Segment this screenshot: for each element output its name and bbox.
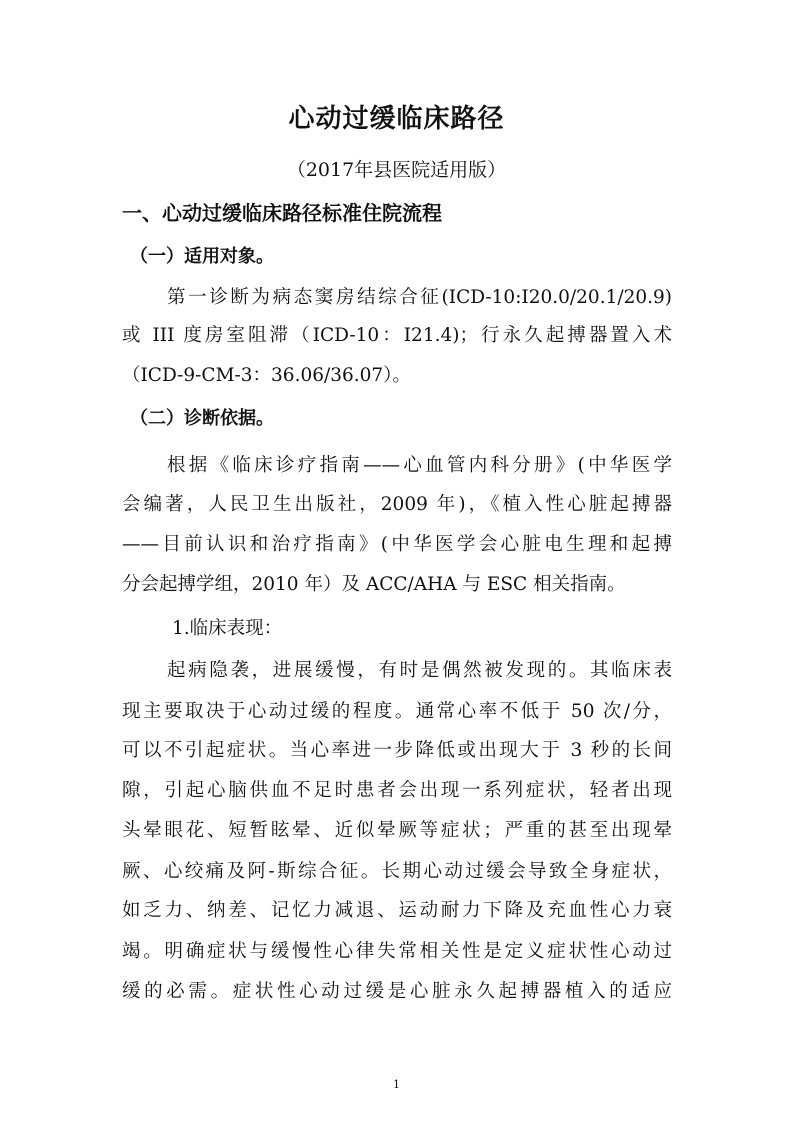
paragraph-line: ——目前认识和治疗指南》(中华医学会心脏电生理和起搏 [122,534,672,555]
document-title: 心动过缓临床路径 [288,104,505,134]
paragraph-line: 分会起搏学组，2010 年）及 ACC/AHA 与 ESC 相关指南。 [122,574,626,595]
page-number: 1 [393,1078,400,1091]
paragraph-line: 缓的必需。症状性心动过缓是心脏永久起搏器植入的适应 [122,981,672,1002]
paragraph-line: 或 III 度房室阻滞（ICD-10：I21.4)；行永久起搏器置入术 [122,325,672,346]
document-subtitle: （2017年县医院适用版） [286,159,507,181]
paragraph-line: 隙，引起心脑供血不足时患者会出现一系列症状，轻者出现 [122,780,672,801]
paragraph-line: 可以不引起症状。当心率进一步降低或出现大于 3 秒的长间 [122,740,672,761]
paragraph-line: 现主要取决于心动过缓的程度。通常心率不低于 50 次/分， [122,701,672,722]
list-item-heading: 1.临床表现： [172,618,283,639]
paragraph-line: 第一诊断为病态窦房结综合征(ICD-10:I20.0/20.1/20.9) [167,287,672,308]
section-heading: 一、心动过缓临床路径标准住院流程 [122,201,442,225]
paragraph-line: 起病隐袭，进展缓慢，有时是偶然被发现的。其临床表 [167,660,672,681]
paragraph-line: 头晕眼花、短暂眩晕、近似晕厥等症状；严重的甚至出现晕 [122,820,672,841]
paragraph-line: 会编著，人民卫生出版社，2009 年)，《植入性心脏起搏器 [122,494,672,515]
paragraph-line: （ICD-9-CM-3：36.06/36.07）。 [122,365,411,386]
paragraph-line: 根据《临床诊疗指南——心血管内科分册》(中华医学 [167,455,672,476]
subsection-heading-2: （二）诊断依据。 [130,408,274,429]
paragraph-line: 厥、心绞痛及阿-斯综合征。长期心动过缓会导致全身症状， [122,861,672,882]
paragraph-line: 竭。明确症状与缓慢性心律失常相关性是定义症状性心动过 [122,941,672,962]
paragraph-line: 如乏力、纳差、记忆力减退、运动耐力下降及充血性心力衰 [122,900,672,921]
subsection-heading-1: （一）适用对象。 [130,246,274,267]
